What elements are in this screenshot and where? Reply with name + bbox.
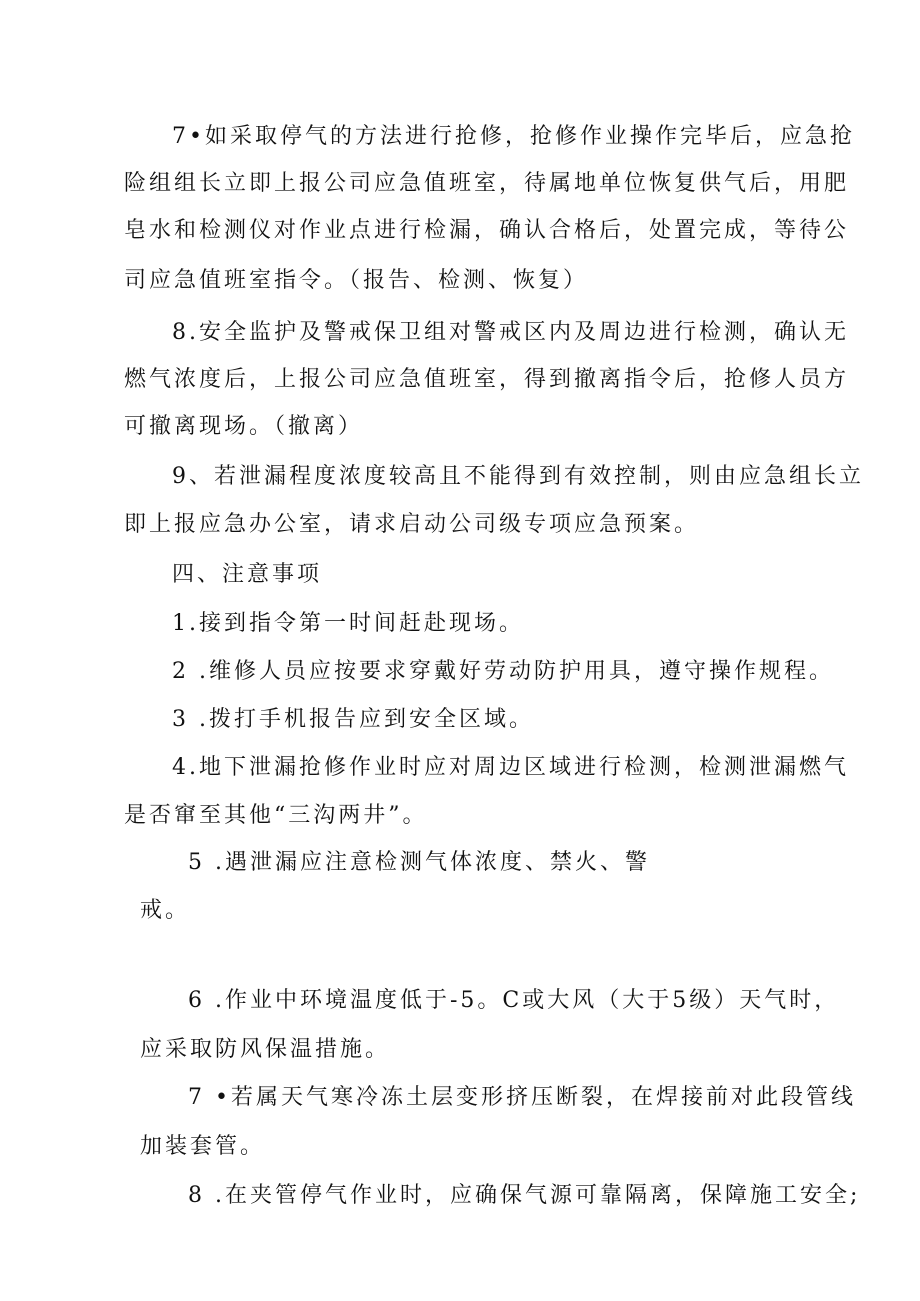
text-line: 8 .在夹管停气作业时，应确保气源可靠隔离，保障施工安全; (188, 1183, 861, 1208)
text-line: 5 .遇泄漏应注意检测气体浓度、禁火、警 (188, 850, 650, 875)
text-line: 加装套管。 (140, 1134, 266, 1159)
text-line: 1.接到指令第一时间赶赴现场。 (172, 611, 524, 636)
text-line: 是否窜至其他“三沟两井”。 (124, 803, 428, 828)
text-line: 4.地下泄漏抢修作业时应对周边区域进行检测，检测泄漏燃气 (172, 755, 849, 780)
text-line: 应采取防风保温措施。 (140, 1037, 391, 1062)
text-line: 6 .作业中环境温度低于-5。C或大风（大于5级）天气时， (188, 988, 840, 1013)
text-line: 7•如采取停气的方法进行抢修，抢修作业操作完毕后，应急抢 (172, 124, 855, 149)
text-line: 皂水和检测仪对作业点进行检漏，确认合格后，处置完成，等待公 (124, 218, 850, 243)
text-line: 戒。 (140, 898, 191, 923)
text-line: 险组组长立即上报公司应急值班室，待属地单位恢复供气后，用肥 (124, 171, 850, 196)
text-line: 7 •若属天气寒冷冻土层变形挤压断裂，在焊接前对此段管线 (188, 1085, 856, 1110)
text-line: 可撤离现场。（撤离） (124, 414, 364, 439)
text-line: 9、若泄漏程度浓度较高且不能得到有效控制，则由应急组长立 (172, 464, 864, 489)
text-line: 燃气浓度后，上报公司应急值班室，得到撤离指令后，抢修人员方 (124, 367, 850, 392)
text-line: 2 .维修人员应按要求穿戴好劳动防护用具，遵守操作规程。 (172, 659, 834, 684)
text-line: 3 .拨打手机报告应到安全区域。 (172, 707, 534, 732)
text-line: 司应急值班室指令。（报告、检测、恢复） (124, 268, 589, 293)
text-line: 即上报应急办公室，请求启动公司级专项应急预案。 (124, 512, 700, 537)
section-heading: 四、注意事项 (172, 562, 323, 587)
text-line: 8.安全监护及警戒保卫组对警戒区内及周边进行检测，确认无 (172, 320, 849, 345)
